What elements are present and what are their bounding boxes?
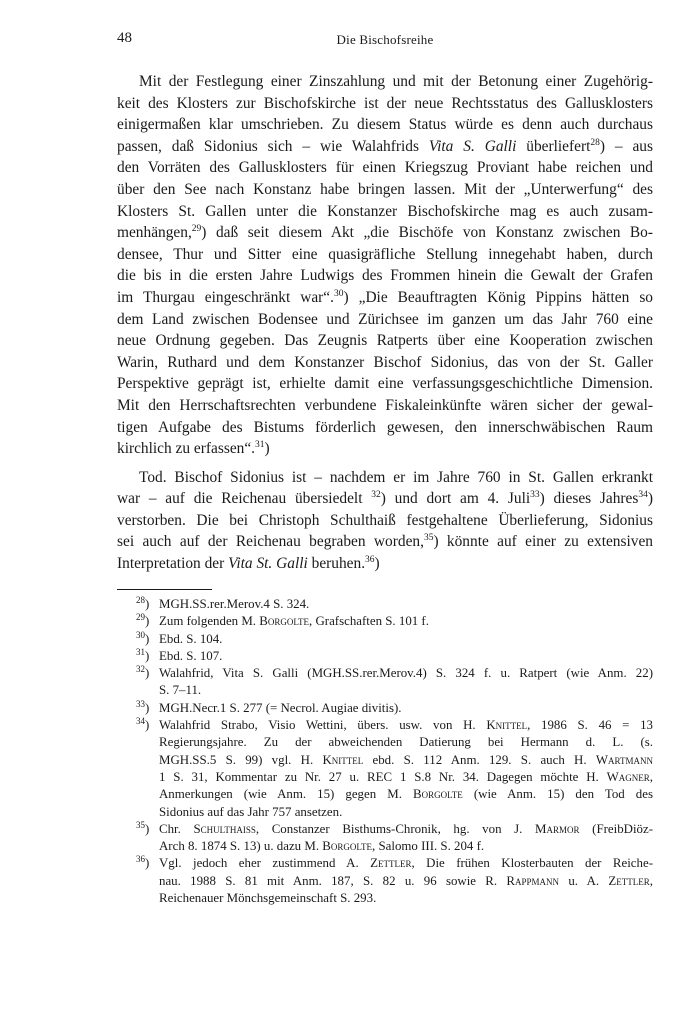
footnote-ref: 36 [365, 555, 375, 566]
author-name: Rappmann [506, 873, 560, 888]
text-line: densee, Thur und Sitter eine quasigräfliche Stellung innegehabt haben, durch [117, 245, 653, 263]
author-name: Borgolte [259, 614, 310, 629]
footnote-line: Ebd. S. 104. [159, 631, 223, 646]
footnote-line: Chr. Schulthaiß, Constanzer Bisthums-Chronik, hg. von J. Marmor (FreibDiöz- [159, 821, 654, 836]
author-name: Zettler [370, 856, 412, 871]
footnote-line: Arch 8. 1874 S. 13) u. dazu M. Borgolte, Salomo III. S. 204 f. [159, 839, 485, 854]
footnote-number: $^{33}$) [136, 698, 150, 715]
footnote-number: $^{34}$) [136, 716, 150, 733]
footnote-line: Zum folgenden M. Borgolte, Grafschaften S. 101 f. [159, 614, 429, 629]
text-line: kirchlich zu erfassen“.$^{31}$) [117, 440, 270, 458]
footnote [117, 855, 653, 907]
author-name: Wartmann [595, 752, 653, 767]
italic-title: Vita S. Galli [428, 137, 517, 155]
footnotes [117, 596, 653, 907]
author-name: Zettler [608, 873, 650, 888]
footnote-rule [117, 589, 212, 590]
footnote-ref: 32 [371, 490, 381, 501]
footnote-number: $^{28}$) [136, 595, 150, 611]
author-name: Schulthaiß [193, 821, 256, 836]
footnote-line: Sidonius auf das Jahr 757 ansetzen. [159, 804, 343, 819]
text-line: passen, daß Sidonius sich – wie Walahfrids Vita S. Galli überliefert$^{28}$) – aus [117, 137, 653, 155]
footnote-num: 33 [136, 698, 145, 709]
body-text [117, 71, 653, 575]
footnote-line: nau. 1988 S. 81 mit Anm. 187, S. 82 u. 96 sowie R. Rappmann u. A. Zettler, [159, 873, 653, 888]
footnote-number: $^{29}$) [136, 612, 150, 629]
text-line: neue Ordnung gegeben. Das Zeugnis Ratperts über eine Kooperation zwischen [117, 332, 653, 350]
footnote-line: Regierungsjahre. Zu der abweichenden Datierung bei Hermann d. L. (s. [159, 735, 653, 750]
text-line: keit des Klosters zur Bischofskirche ist der neue Rechtsstatus des Gallusklosters [117, 94, 653, 112]
footnote-line: MGH.Necr.1 S. 277 (= Necrol. Augiae divitis). [159, 700, 402, 715]
footnote-line: MGH.SS.5 S. 99) vgl. H. Knittel ebd. S. 112 Anm. 129. S. auch H. Wartmann [159, 752, 653, 767]
text-line: tigen Aufgabe des Bistums förderlich gewesen, den innerschwäbischen Raum [117, 418, 653, 436]
text-line: die bis in die ersten Jahre Ludwigs des Frommen hinein die Gewalt der Grafen [117, 267, 653, 285]
text-line: sei auch auf der Reichenau begraben worden,$^{35}$) könnte auf einer zu extensiven [117, 533, 653, 551]
text-line: Perspektive geprägt ist, erhielte damit eine verfassungsgeschichtliche Dimension. [117, 375, 653, 393]
footnote-num: 36 [136, 854, 145, 865]
footnote [117, 631, 653, 648]
footnote-num: 31 [136, 646, 145, 657]
running-head: Die Bischofsreihe [336, 32, 434, 47]
footnote-ref: 28 [590, 137, 600, 148]
text-line: Mit den Herrschaftsrechten verbundene Fiskaleinkünfte wären sicher der gewal- [117, 396, 653, 414]
footnote-ref: 33 [530, 490, 540, 501]
text-line: war – auf die Reichenau übersiedelt $^{32}$) und dort am 4. Juli$^{33}$) dieses Jahres$^{34}$) [117, 490, 653, 508]
paragraph [117, 71, 653, 460]
footnote [117, 613, 653, 630]
footnote-num: 34 [136, 716, 145, 727]
text-line: im Thurgau eingeschränkt war“.$^{30}$) „Die Beauftragten König Pippins hätten so [117, 288, 653, 306]
footnote-line: MGH.SS.rer.Merov.4 S. 324. [159, 597, 310, 611]
text-line: Tod. Bischof Sidonius ist – nachdem er im Jahre 760 in St. Gallen erkrankt [139, 468, 653, 486]
author-name: Borgolte [322, 839, 373, 854]
footnote-ref: 29 [191, 224, 202, 235]
footnote-line: Anmerkungen (wie Anm. 15) gegen M. Borgolte (wie Anm. 15) den Tod des [159, 787, 653, 802]
text-line: Interpretation der Vita St. Galli beruhen.$^{36}$) [117, 555, 380, 573]
italic-title: Vita St. Galli [228, 555, 308, 573]
footnote [117, 648, 653, 665]
footnote-line: Vgl. jedoch eher zustimmend A. Zettler, Die frühen Klosterbauten der Reiche- [159, 856, 653, 871]
footnote-line: Walahfrid, Vita S. Galli (MGH.SS.rer.Merov.4) S. 324 f. u. Ratpert (wie Anm. 22) [159, 666, 653, 681]
footnote [117, 700, 653, 717]
footnote-num: 35 [136, 819, 145, 830]
footnote-number: $^{32}$) [136, 664, 150, 681]
author-name: Borgolte [413, 787, 463, 802]
text-line: einigermaßen klar umschrieben. Zu diesem Status würde es denn auch durchaus [117, 116, 653, 134]
footnote-line: 1 S. 31, Kommentar zu Nr. 27 u. REC 1 S.8 Nr. 34. Dagegen möchte H. Wagner, [159, 769, 653, 784]
text-line: Mit der Festlegung einer Zinszahlung und mit der Betonung einer Zugehörig- [139, 73, 653, 90]
footnote [117, 596, 653, 613]
text-line: den Vorräten des Gallusklosters für einen Kriegszug Proviant habe reichen und [117, 159, 653, 177]
footnote-number: $^{30}$) [136, 629, 150, 646]
footnote-line: Walahfrid Strabo, Visio Wettini, übers. usw. von H. Knittel, 1986 S. 46 = 13 [159, 718, 653, 733]
footnote-number: $^{31}$) [136, 646, 150, 663]
footnote-ref: 31 [255, 440, 265, 451]
footnote-num: 32 [136, 664, 145, 675]
page-header [117, 30, 653, 50]
paragraph [117, 467, 653, 575]
footnote-num: 28 [136, 595, 145, 605]
author-name: Marmor [535, 821, 580, 836]
footnote [117, 665, 653, 700]
author-name: Knittel [486, 718, 528, 733]
footnote-ref: 35 [423, 533, 434, 544]
author-name: Wagner [606, 769, 650, 784]
footnote [117, 717, 653, 821]
text-line: über den See nach Konstanz habe bringen lassen. Mit der „Unterwerfung“ des [117, 180, 653, 198]
text-line: Klosters St. Gallen unter die Konstanzer Bischofskirche mag es auch zusam- [117, 202, 653, 220]
footnote-line: Ebd. S. 107. [159, 648, 223, 663]
footnote-line: S. 7–11. [159, 683, 202, 698]
footnote-line: Reichenauer Mönchsgemeinschaft S. 293. [159, 891, 377, 906]
footnote-num: 30 [136, 629, 145, 640]
text-line: dem Land zwischen Bodensee und Zürichsee im ganzen um das Jahr 760 eine [117, 310, 653, 328]
author-name: Knittel [322, 752, 364, 767]
text-line: Warin, Ruthard und dem Konstanzer Bischof Sidonius, das von der St. Galler [117, 353, 653, 371]
footnote-number: $^{36}$) [136, 854, 150, 871]
footnote-ref: 34 [638, 490, 648, 501]
footnote-ref: 30 [334, 288, 344, 299]
text-line: verstorben. Die bei Christoph Schulthaiß festgehaltene Überlieferung, Sidonius [117, 511, 653, 529]
footnote [117, 821, 653, 856]
text-line: menhängen,$^{29}$) daß seit diesem Akt „die Bischöfe von Konstanz zwischen Bo- [117, 224, 653, 242]
footnote-number: $^{35}$) [136, 819, 150, 836]
page-number: 48 [117, 30, 132, 46]
footnote-num: 29 [136, 612, 145, 623]
